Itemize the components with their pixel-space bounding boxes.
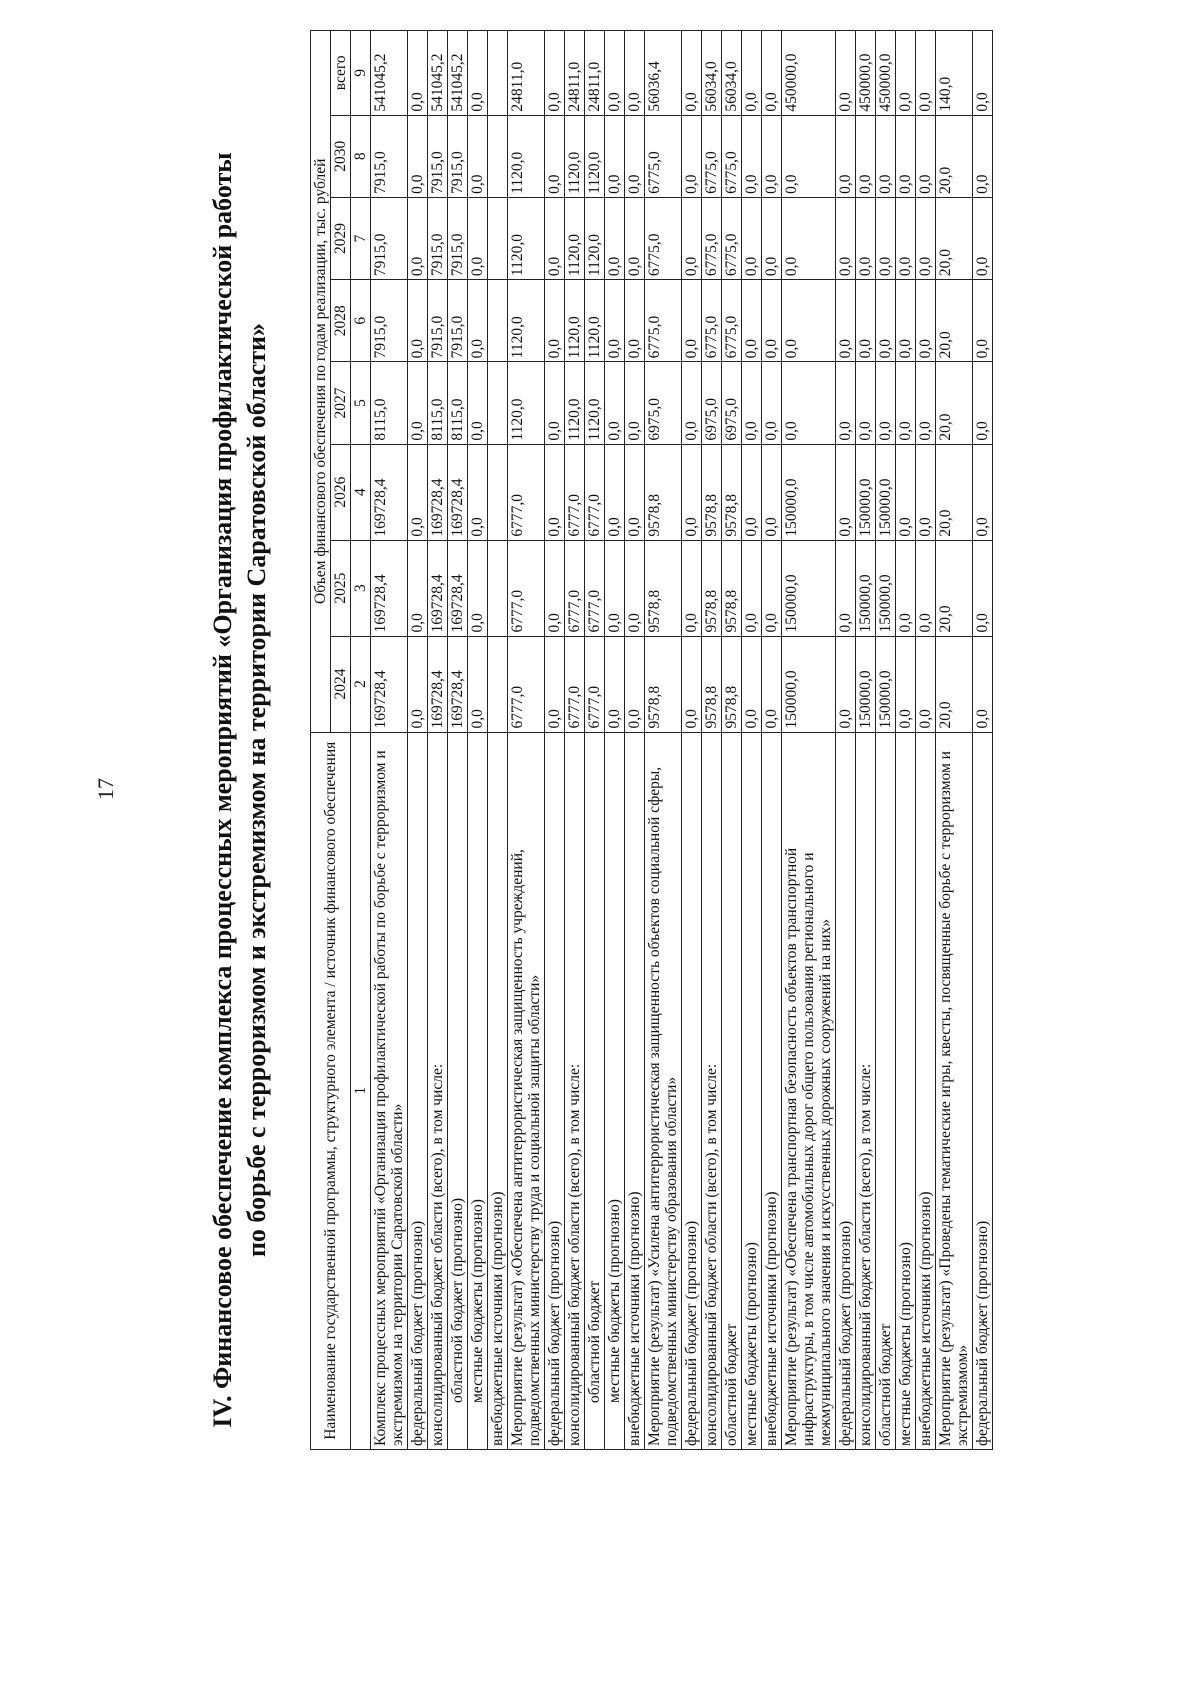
row-value-cell: 0,0 xyxy=(782,362,836,444)
row-value-cell: 0,0 xyxy=(973,197,993,279)
row-value-cell: 0,0 xyxy=(836,31,856,116)
row-value-cell: 0,0 xyxy=(408,540,428,636)
row-value-cell: 0,0 xyxy=(625,197,645,279)
row-value-cell: 0,0 xyxy=(916,115,936,197)
header-name-column: Наименование государственной программы, структурного элемента / источник финансового обеспечения xyxy=(311,732,351,1449)
row-value-cell: 150000,0 xyxy=(856,636,876,732)
row-value-cell: 6775,0 xyxy=(645,280,682,362)
row-value-cell: 20,0 xyxy=(936,444,973,540)
row-value-cell: 0,0 xyxy=(468,444,488,540)
row-value-cell: 0,0 xyxy=(973,31,993,116)
row-value-cell: 0,0 xyxy=(468,115,488,197)
section-title xyxy=(200,40,290,1540)
row-value-cell: 0,0 xyxy=(742,444,762,540)
row-value-cell: 169728,4 xyxy=(371,636,408,732)
row-value-cell: 20,0 xyxy=(936,280,973,362)
row-value-cell xyxy=(488,540,508,636)
row-value-cell: 1120,0 xyxy=(565,280,585,362)
row-source-name: Мероприятие (результат) «Обеспечена транспортная безопасность объектов транспортной инфраструктуры, в том числе автомобильных дорог общего пользования регионального и межмуниципального значения и искусственных дорожных сооружений на них» xyxy=(782,732,836,1449)
row-value-cell: 24811,0 xyxy=(508,31,545,116)
row-value-cell: 0,0 xyxy=(973,362,993,444)
row-value-cell: 0,0 xyxy=(916,280,936,362)
row-value-cell: 0,0 xyxy=(836,197,856,279)
row-value-cell: 0,0 xyxy=(916,197,936,279)
header-column-number: 5 xyxy=(351,362,371,444)
table-row xyxy=(856,31,876,1450)
row-value-cell: 6775,0 xyxy=(702,280,722,362)
rotated-content xyxy=(200,40,1200,1540)
row-value-cell: 24811,0 xyxy=(585,31,605,116)
header-column-number: 7 xyxy=(351,197,371,279)
row-value-cell: 7915,0 xyxy=(448,280,468,362)
row-value-cell xyxy=(488,280,508,362)
row-source-name: консолидированный бюджет области (всего), в том числе: xyxy=(428,732,448,1449)
row-value-cell: 0,0 xyxy=(762,115,782,197)
row-source-name: федеральный бюджет (прогнозно) xyxy=(408,732,428,1449)
row-value-cell: 0,0 xyxy=(408,444,428,540)
row-value-cell: 9578,8 xyxy=(645,540,682,636)
table-row xyxy=(836,31,856,1450)
header-column-number: 8 xyxy=(351,115,371,197)
table-row xyxy=(508,31,545,1450)
row-value-cell xyxy=(488,636,508,732)
row-value-cell: 0,0 xyxy=(856,115,876,197)
row-value-cell: 1120,0 xyxy=(508,362,545,444)
row-value-cell: 0,0 xyxy=(742,280,762,362)
row-value-cell: 0,0 xyxy=(856,197,876,279)
row-value-cell: 7915,0 xyxy=(448,115,468,197)
row-value-cell: 1120,0 xyxy=(508,115,545,197)
table-row xyxy=(448,31,468,1450)
header-column-number: 3 xyxy=(351,540,371,636)
row-source-name: областной бюджет xyxy=(585,732,605,1449)
row-value-cell: 541045,2 xyxy=(428,31,448,116)
row-value-cell: 6777,0 xyxy=(565,540,585,636)
row-value-cell: 0,0 xyxy=(408,197,428,279)
row-value-cell: 6777,0 xyxy=(565,444,585,540)
row-value-cell: 169728,4 xyxy=(448,540,468,636)
header-column-number: 1 xyxy=(351,732,371,1449)
row-value-cell: 0,0 xyxy=(625,115,645,197)
row-value-cell: 0,0 xyxy=(545,362,565,444)
row-value-cell: 1120,0 xyxy=(565,362,585,444)
row-value-cell: 0,0 xyxy=(762,31,782,116)
row-value-cell: 7915,0 xyxy=(428,197,448,279)
row-value-cell: 8115,0 xyxy=(448,362,468,444)
row-value-cell: 0,0 xyxy=(762,197,782,279)
row-value-cell: 9578,8 xyxy=(702,636,722,732)
row-value-cell: 56036,4 xyxy=(645,31,682,116)
row-value-cell: 0,0 xyxy=(605,280,625,362)
row-source-name: Мероприятие (результат) «Обеспечена антитеррористическая защищенность учреждений, подведомственных министерству труда и социальной защиты области» xyxy=(508,732,545,1449)
row-value-cell: 0,0 xyxy=(625,540,645,636)
row-value-cell: 20,0 xyxy=(936,115,973,197)
row-value-cell: 9578,8 xyxy=(645,636,682,732)
row-value-cell: 7915,0 xyxy=(371,197,408,279)
row-value-cell: 169728,4 xyxy=(448,636,468,732)
row-value-cell: 0,0 xyxy=(625,31,645,116)
row-value-cell: 0,0 xyxy=(408,31,428,116)
row-value-cell: 0,0 xyxy=(782,197,836,279)
row-value-cell: 0,0 xyxy=(973,280,993,362)
row-value-cell: 150000,0 xyxy=(782,540,836,636)
financing-table xyxy=(310,30,993,1450)
row-value-cell: 0,0 xyxy=(762,280,782,362)
row-source-name: федеральный бюджет (прогнозно) xyxy=(545,732,565,1449)
row-source-name: консолидированный бюджет области (всего), в том числе: xyxy=(702,732,722,1449)
row-value-cell: 0,0 xyxy=(605,31,625,116)
row-value-cell: 6775,0 xyxy=(645,197,682,279)
row-value-cell: 56034,0 xyxy=(722,31,742,116)
row-value-cell: 1120,0 xyxy=(585,197,605,279)
row-value-cell: 150000,0 xyxy=(876,636,896,732)
header-column-number: 6 xyxy=(351,280,371,362)
row-value-cell: 0,0 xyxy=(896,636,916,732)
table-row xyxy=(936,31,973,1450)
row-value-cell: 0,0 xyxy=(682,280,702,362)
row-value-cell: 0,0 xyxy=(916,31,936,116)
row-value-cell: 0,0 xyxy=(625,280,645,362)
row-value-cell: 20,0 xyxy=(936,540,973,636)
row-value-cell: 0,0 xyxy=(468,540,488,636)
row-value-cell: 56034,0 xyxy=(702,31,722,116)
table-row xyxy=(896,31,916,1450)
row-value-cell: 0,0 xyxy=(605,540,625,636)
row-value-cell: 0,0 xyxy=(682,444,702,540)
table-row xyxy=(702,31,722,1450)
table-row xyxy=(605,31,625,1450)
row-value-cell: 6975,0 xyxy=(645,362,682,444)
row-value-cell: 169728,4 xyxy=(428,636,448,732)
header-year-cell: 2025 xyxy=(331,540,351,636)
row-value-cell: 0,0 xyxy=(605,444,625,540)
row-value-cell: 0,0 xyxy=(896,280,916,362)
row-value-cell: 150000,0 xyxy=(876,444,896,540)
row-value-cell: 541045,2 xyxy=(448,31,468,116)
row-value-cell: 150000,0 xyxy=(782,636,836,732)
row-value-cell: 0,0 xyxy=(545,540,565,636)
header-column-number: 4 xyxy=(351,444,371,540)
row-value-cell: 150000,0 xyxy=(876,540,896,636)
row-source-name: областной бюджет (прогнозно) xyxy=(448,732,468,1449)
row-value-cell: 169728,4 xyxy=(428,540,448,636)
row-value-cell: 9578,8 xyxy=(702,540,722,636)
row-source-name: внебюджетные источники (прогнозно) xyxy=(625,732,645,1449)
table-row xyxy=(762,31,782,1450)
row-value-cell: 0,0 xyxy=(682,115,702,197)
table-row xyxy=(428,31,448,1450)
row-value-cell: 0,0 xyxy=(896,540,916,636)
row-value-cell: 0,0 xyxy=(682,197,702,279)
table-row xyxy=(488,31,508,1450)
table-row xyxy=(408,31,428,1450)
row-value-cell: 1120,0 xyxy=(585,280,605,362)
row-source-name: областной бюджет xyxy=(876,732,896,1449)
row-value-cell xyxy=(488,444,508,540)
row-value-cell: 0,0 xyxy=(762,444,782,540)
row-value-cell: 7915,0 xyxy=(428,280,448,362)
row-value-cell: 0,0 xyxy=(896,362,916,444)
row-source-name: внебюджетные источники (прогнозно) xyxy=(762,732,782,1449)
row-value-cell: 6775,0 xyxy=(702,115,722,197)
row-source-name: консолидированный бюджет области (всего), в том числе: xyxy=(565,732,585,1449)
row-value-cell xyxy=(488,31,508,116)
row-value-cell: 0,0 xyxy=(896,115,916,197)
row-value-cell: 0,0 xyxy=(762,362,782,444)
table-row xyxy=(585,31,605,1450)
page-number: 17 xyxy=(93,778,118,800)
row-value-cell: 1120,0 xyxy=(565,197,585,279)
row-value-cell: 169728,4 xyxy=(371,540,408,636)
row-value-cell: 6775,0 xyxy=(702,197,722,279)
row-value-cell: 0,0 xyxy=(856,362,876,444)
row-value-cell: 1120,0 xyxy=(585,115,605,197)
row-value-cell: 150000,0 xyxy=(782,444,836,540)
row-value-cell: 6777,0 xyxy=(585,636,605,732)
row-value-cell: 169728,4 xyxy=(448,444,468,540)
row-value-cell: 6975,0 xyxy=(702,362,722,444)
row-value-cell: 0,0 xyxy=(742,31,762,116)
row-value-cell: 8115,0 xyxy=(371,362,408,444)
row-value-cell xyxy=(488,362,508,444)
row-value-cell: 6777,0 xyxy=(508,636,545,732)
row-source-name: Мероприятие (результат) «Усилена антитеррористическая защищенность объектов социальной сферы, подведомственных министерству образования области» xyxy=(645,732,682,1449)
row-value-cell: 0,0 xyxy=(836,540,856,636)
row-value-cell: 6775,0 xyxy=(722,197,742,279)
row-value-cell: 7915,0 xyxy=(428,115,448,197)
row-value-cell: 6777,0 xyxy=(585,540,605,636)
row-value-cell: 0,0 xyxy=(782,115,836,197)
row-value-cell: 0,0 xyxy=(916,362,936,444)
table-row xyxy=(565,31,585,1450)
row-value-cell: 6775,0 xyxy=(722,115,742,197)
row-value-cell: 0,0 xyxy=(876,280,896,362)
header-year-cell: 2026 xyxy=(331,444,351,540)
row-value-cell: 0,0 xyxy=(682,31,702,116)
row-value-cell xyxy=(488,197,508,279)
row-value-cell: 0,0 xyxy=(836,115,856,197)
table-row xyxy=(782,31,836,1450)
row-value-cell: 140,0 xyxy=(936,31,973,116)
row-value-cell: 9578,8 xyxy=(722,540,742,636)
row-value-cell: 169728,4 xyxy=(428,444,448,540)
row-value-cell: 169728,4 xyxy=(371,444,408,540)
row-value-cell: 0,0 xyxy=(916,636,936,732)
row-value-cell: 0,0 xyxy=(625,444,645,540)
row-value-cell: 0,0 xyxy=(973,115,993,197)
table-row xyxy=(916,31,936,1450)
row-value-cell: 0,0 xyxy=(408,115,428,197)
table-row xyxy=(682,31,702,1450)
row-value-cell: 0,0 xyxy=(762,540,782,636)
row-value-cell: 0,0 xyxy=(408,362,428,444)
row-value-cell: 0,0 xyxy=(682,636,702,732)
row-value-cell: 9578,8 xyxy=(645,444,682,540)
header-column-number: 9 xyxy=(351,31,371,116)
row-value-cell: 24811,0 xyxy=(565,31,585,116)
row-value-cell xyxy=(488,115,508,197)
row-source-name: областной бюджет xyxy=(722,732,742,1449)
table-row xyxy=(722,31,742,1450)
row-value-cell: 1120,0 xyxy=(508,280,545,362)
row-value-cell: 7915,0 xyxy=(448,197,468,279)
row-value-cell: 0,0 xyxy=(605,362,625,444)
row-value-cell: 7915,0 xyxy=(371,280,408,362)
row-value-cell: 20,0 xyxy=(936,197,973,279)
row-value-cell: 7915,0 xyxy=(371,115,408,197)
row-value-cell: 0,0 xyxy=(762,636,782,732)
row-value-cell: 0,0 xyxy=(625,362,645,444)
row-value-cell: 541045,2 xyxy=(371,31,408,116)
row-value-cell: 0,0 xyxy=(545,444,565,540)
row-value-cell: 0,0 xyxy=(605,636,625,732)
row-value-cell: 0,0 xyxy=(545,636,565,732)
row-value-cell: 0,0 xyxy=(896,197,916,279)
table-row xyxy=(645,31,682,1450)
row-value-cell: 8115,0 xyxy=(428,362,448,444)
row-source-name: консолидированный бюджет области (всего), в том числе: xyxy=(856,732,876,1449)
row-value-cell: 450000,0 xyxy=(856,31,876,116)
row-value-cell: 0,0 xyxy=(742,115,762,197)
section-title-line2: по борьбе с терроризмом и экстремизмом на территории Саратовской области» xyxy=(242,322,271,1258)
row-value-cell: 0,0 xyxy=(605,197,625,279)
row-value-cell: 1120,0 xyxy=(508,197,545,279)
row-value-cell: 0,0 xyxy=(468,280,488,362)
row-value-cell: 0,0 xyxy=(468,31,488,116)
row-value-cell: 0,0 xyxy=(973,444,993,540)
row-value-cell: 0,0 xyxy=(408,280,428,362)
row-value-cell: 20,0 xyxy=(936,362,973,444)
row-value-cell: 150000,0 xyxy=(856,540,876,636)
row-source-name: внебюджетные источники (прогнозно) xyxy=(916,732,936,1449)
row-value-cell: 6775,0 xyxy=(722,280,742,362)
row-value-cell: 9578,8 xyxy=(702,444,722,540)
section-title-line1: IV. Финансовое обеспечение комплекса процессных мероприятий «Организация профилактической работы xyxy=(208,152,237,1428)
row-value-cell: 0,0 xyxy=(836,444,856,540)
row-value-cell: 0,0 xyxy=(545,115,565,197)
table-row xyxy=(876,31,896,1450)
row-value-cell: 9578,8 xyxy=(722,444,742,540)
row-value-cell: 0,0 xyxy=(682,540,702,636)
row-source-name: Комплекс процессных мероприятий «Организация профилактической работы по борьбе с терроризмом и экстремизмом на территории Саратовской области» xyxy=(371,732,408,1449)
row-value-cell: 0,0 xyxy=(468,362,488,444)
row-value-cell: 0,0 xyxy=(856,280,876,362)
row-value-cell: 0,0 xyxy=(973,540,993,636)
header-year-cell: 2028 xyxy=(331,280,351,362)
header-year-cell: 2030 xyxy=(331,115,351,197)
row-value-cell: 0,0 xyxy=(916,444,936,540)
header-column-numbers-row xyxy=(351,31,371,1450)
row-source-name: местные бюджеты (прогнозно) xyxy=(468,732,488,1449)
row-value-cell: 0,0 xyxy=(896,444,916,540)
table-row xyxy=(973,31,993,1450)
row-value-cell: 150000,0 xyxy=(856,444,876,540)
row-value-cell: 6775,0 xyxy=(645,115,682,197)
table-row xyxy=(742,31,762,1450)
header-year-cell: 2029 xyxy=(331,197,351,279)
row-value-cell: 6777,0 xyxy=(585,444,605,540)
row-value-cell: 0,0 xyxy=(468,636,488,732)
row-value-cell: 0,0 xyxy=(468,197,488,279)
row-value-cell: 0,0 xyxy=(836,362,856,444)
row-value-cell: 0,0 xyxy=(896,31,916,116)
row-value-cell: 0,0 xyxy=(742,197,762,279)
row-value-cell: 0,0 xyxy=(545,280,565,362)
table-row xyxy=(625,31,645,1450)
header-year-cell: 2024 xyxy=(331,636,351,732)
row-value-cell: 0,0 xyxy=(625,636,645,732)
row-value-cell: 0,0 xyxy=(742,636,762,732)
row-value-cell: 450000,0 xyxy=(876,31,896,116)
row-value-cell: 0,0 xyxy=(876,362,896,444)
row-value-cell: 1120,0 xyxy=(585,362,605,444)
row-value-cell: 9578,8 xyxy=(722,636,742,732)
table-row xyxy=(371,31,408,1450)
row-value-cell: 0,0 xyxy=(545,197,565,279)
row-value-cell: 0,0 xyxy=(682,362,702,444)
table-body xyxy=(371,31,993,1450)
row-value-cell: 0,0 xyxy=(876,197,896,279)
table-row xyxy=(468,31,488,1450)
row-value-cell: 6777,0 xyxy=(508,540,545,636)
table-header xyxy=(311,31,371,1450)
row-value-cell: 0,0 xyxy=(836,636,856,732)
row-value-cell: 0,0 xyxy=(782,280,836,362)
row-value-cell: 6975,0 xyxy=(722,362,742,444)
row-value-cell: 0,0 xyxy=(876,115,896,197)
row-value-cell: 0,0 xyxy=(742,362,762,444)
row-source-name: внебюджетные источники (прогнозно) xyxy=(488,732,508,1449)
row-source-name: федеральный бюджет (прогнозно) xyxy=(836,732,856,1449)
row-source-name: местные бюджеты (прогнозно) xyxy=(742,732,762,1449)
row-source-name: федеральный бюджет (прогнозно) xyxy=(682,732,702,1449)
header-year-cell: всего xyxy=(331,31,351,116)
row-value-cell: 0,0 xyxy=(408,636,428,732)
row-source-name: федеральный бюджет (прогнозно) xyxy=(973,732,993,1449)
row-source-name: Мероприятие (результат) «Проведены тематические игры, квесты, посвященные борьбе с терроризмом и экстремизмом» xyxy=(936,732,973,1449)
row-value-cell: 0,0 xyxy=(916,540,936,636)
table-row xyxy=(545,31,565,1450)
row-value-cell: 0,0 xyxy=(605,115,625,197)
row-value-cell: 1120,0 xyxy=(565,115,585,197)
header-column-number: 2 xyxy=(351,636,371,732)
row-value-cell: 20,0 xyxy=(936,636,973,732)
row-source-name: местные бюджеты (прогнозно) xyxy=(605,732,625,1449)
row-value-cell: 0,0 xyxy=(742,540,762,636)
header-year-cell: 2027 xyxy=(331,362,351,444)
row-value-cell: 6777,0 xyxy=(565,636,585,732)
row-value-cell: 450000,0 xyxy=(782,31,836,116)
row-value-cell: 0,0 xyxy=(545,31,565,116)
row-value-cell: 0,0 xyxy=(836,280,856,362)
header-financing-group: Объем финансового обеспечения по годам реализации, тыс. рублей xyxy=(311,31,331,733)
row-value-cell: 0,0 xyxy=(973,636,993,732)
row-source-name: местные бюджеты (прогнозно) xyxy=(896,732,916,1449)
row-value-cell: 6777,0 xyxy=(508,444,545,540)
